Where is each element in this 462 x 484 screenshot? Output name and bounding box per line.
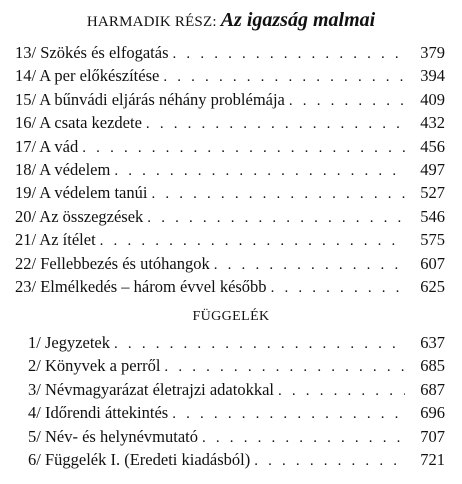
page-number: 432 — [420, 113, 445, 133]
toc-entry — [28, 401, 445, 424]
entry-title: 2/ Könyvek a perről — [28, 356, 161, 376]
toc-entry — [15, 181, 445, 204]
page-number: 527 — [420, 183, 445, 203]
entry-title: 13/ Szökés és elfogatás — [15, 43, 169, 62]
dot-leader — [163, 66, 405, 89]
toc-entry — [15, 41, 445, 64]
dot-leader — [151, 183, 405, 206]
entry-title: 21/ Az ítélet — [15, 230, 96, 250]
toc-entry — [15, 135, 445, 158]
dot-leader — [254, 450, 405, 473]
dot-leader — [146, 113, 405, 136]
appendix-heading: FÜGGELÉK — [192, 309, 270, 324]
chapter-list — [15, 41, 445, 298]
dot-leader — [147, 207, 405, 230]
toc-entry — [15, 205, 445, 228]
page-number: 394 — [420, 66, 445, 86]
page-number: 696 — [420, 403, 445, 423]
entry-title: 23/ Elmélkedés – három évvel később — [15, 276, 267, 296]
entry-title: 5/ Név- és helynévmutató — [28, 426, 198, 446]
dot-leader — [214, 254, 405, 277]
page-number: 721 — [420, 449, 445, 469]
dot-leader — [271, 277, 405, 300]
dot-leader — [202, 427, 405, 450]
entry-title: 18/ A védelem — [15, 159, 111, 179]
entry-title: 3/ Névmagyarázat életrajzi adatokkal — [28, 379, 274, 399]
part-heading — [0, 8, 462, 34]
entry-title: 20/ Az összegzések — [15, 206, 144, 226]
toc-entry — [15, 228, 445, 251]
toc-entry — [28, 425, 445, 448]
page-number: 637 — [420, 333, 445, 352]
entry-title: 6/ Függelék I. (Eredeti kiadásból) — [28, 449, 251, 469]
page-number: 687 — [420, 379, 445, 399]
toc-entry — [15, 158, 445, 181]
dot-leader — [100, 230, 405, 253]
entry-title: 17/ A vád — [15, 136, 79, 156]
entry-title: 22/ Fellebbezés és utóhangok — [15, 253, 210, 273]
entry-title: 19/ A védelem tanúi — [15, 183, 148, 203]
entry-title: 14/ A per előkészítése — [15, 66, 160, 86]
toc-entry — [15, 88, 445, 111]
entry-title: 1/ Jegyzetek — [28, 333, 111, 352]
page-number: 607 — [420, 253, 445, 273]
part-title: Az igazság malmai — [220, 9, 376, 31]
toc-entry — [15, 111, 445, 134]
page-number: 707 — [420, 426, 445, 446]
toc-entry — [28, 448, 445, 471]
dot-leader — [289, 90, 405, 113]
entry-title: 16/ A csata kezdete — [15, 113, 142, 133]
appendix-list — [28, 331, 445, 471]
dot-leader — [172, 403, 405, 426]
toc-entry — [28, 378, 445, 401]
dot-leader — [173, 43, 405, 66]
toc-entry — [15, 64, 445, 87]
dot-leader — [82, 137, 405, 160]
page-number: 575 — [420, 230, 445, 250]
part-label: HARMADIK RÉSZ: — [86, 14, 217, 30]
page-number: 379 — [420, 43, 445, 62]
toc-entry — [15, 275, 445, 298]
entry-title: 4/ Időrendi áttekintés — [28, 403, 169, 423]
dot-leader — [114, 160, 405, 183]
dot-leader — [278, 380, 405, 403]
dot-leader — [164, 356, 405, 379]
page-number: 685 — [420, 356, 445, 376]
toc-entry — [28, 354, 445, 377]
toc-entry — [28, 331, 445, 354]
page-number: 497 — [420, 159, 445, 179]
entry-title: 15/ A bűnvádi eljárás néhány problémája — [15, 89, 285, 109]
page-number: 546 — [420, 206, 445, 226]
page-number: 456 — [420, 136, 445, 156]
dot-leader — [114, 333, 405, 356]
toc-entry — [15, 252, 445, 275]
page-number: 625 — [420, 276, 445, 296]
page-number: 409 — [420, 89, 445, 109]
